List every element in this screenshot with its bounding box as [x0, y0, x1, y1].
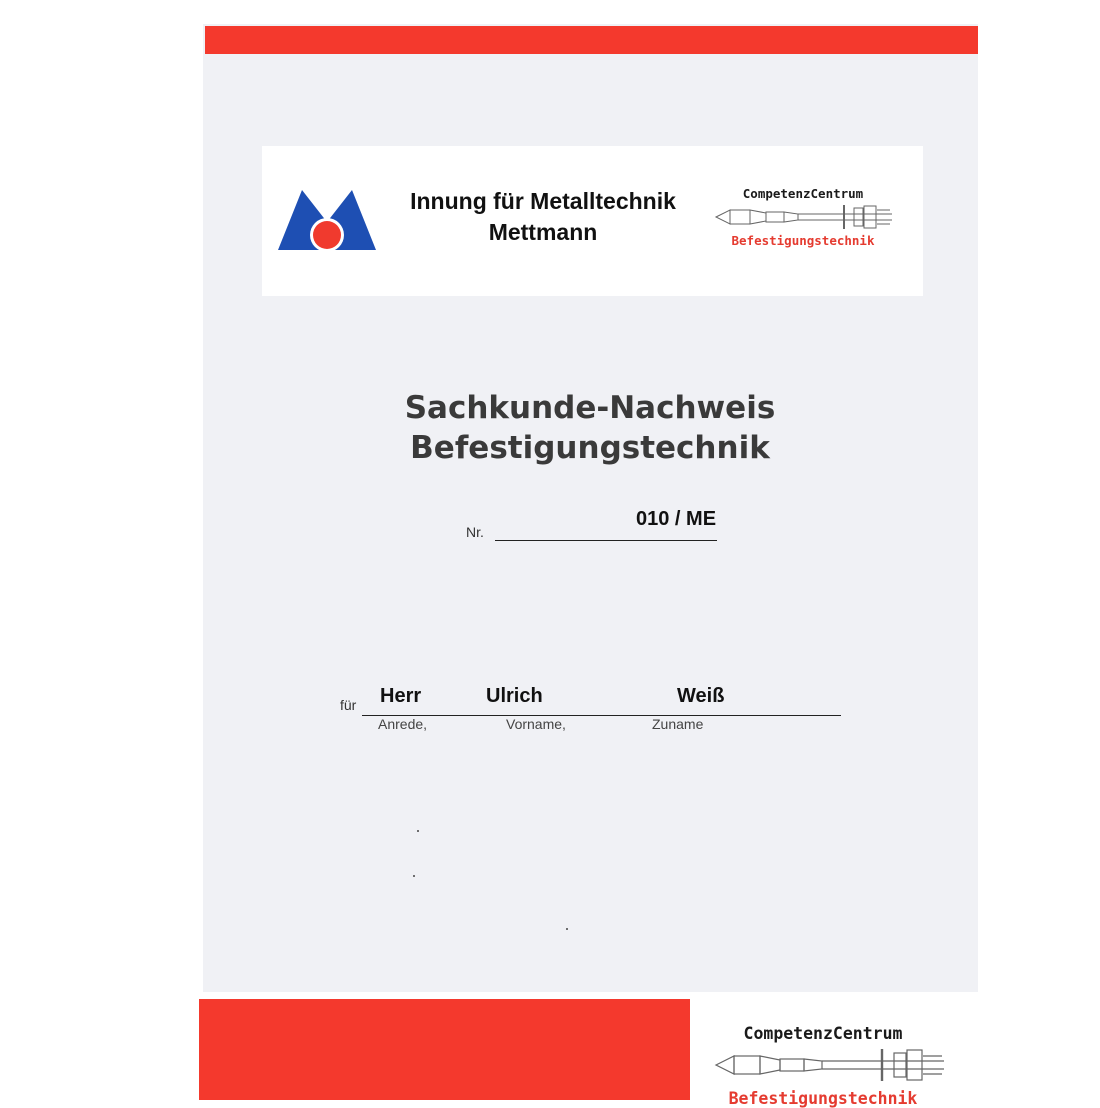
bottom-red-band [199, 999, 690, 1100]
guild-name [383, 186, 703, 248]
cc-subtitle: Befestigungstechnik [731, 233, 875, 248]
top-red-band [205, 26, 978, 54]
number-label: Nr. [466, 524, 484, 540]
footer-cc-title: CompetenzCentrum [743, 1024, 903, 1043]
last-name-value: Weiß [677, 685, 725, 707]
footer-cc-subtitle: Befestigungstechnik [728, 1089, 918, 1108]
scan-speck [417, 830, 419, 832]
number-value: 010 / ME [636, 508, 717, 530]
scan-speck [566, 928, 568, 930]
cc-title: CompetenzCentrum [742, 186, 864, 201]
title-line2: Befestigungstechnik [410, 430, 770, 466]
last-name-hint: Zuname [652, 716, 704, 732]
guild-name-line2: Mettmann [488, 219, 598, 245]
anchor-bolt-icon [714, 202, 894, 232]
metal-guild-logo-icon [278, 188, 376, 252]
document-title [360, 388, 820, 468]
recipient-prefix: für [340, 697, 357, 713]
recipient-line [362, 715, 841, 716]
guild-name-line1: Innung für Metalltechnik [410, 188, 676, 214]
number-line [495, 540, 717, 541]
scan-speck [413, 875, 415, 877]
salutation-value: Herr [380, 685, 422, 707]
competence-center-logo [712, 186, 894, 252]
title-line1: Sachkunde-Nachweis [404, 390, 776, 426]
salutation-hint: Anrede, [378, 716, 428, 732]
first-name-hint: Vorname, [506, 716, 566, 732]
first-name-value: Ulrich [486, 685, 543, 707]
anchor-bolt-icon [714, 1046, 946, 1084]
